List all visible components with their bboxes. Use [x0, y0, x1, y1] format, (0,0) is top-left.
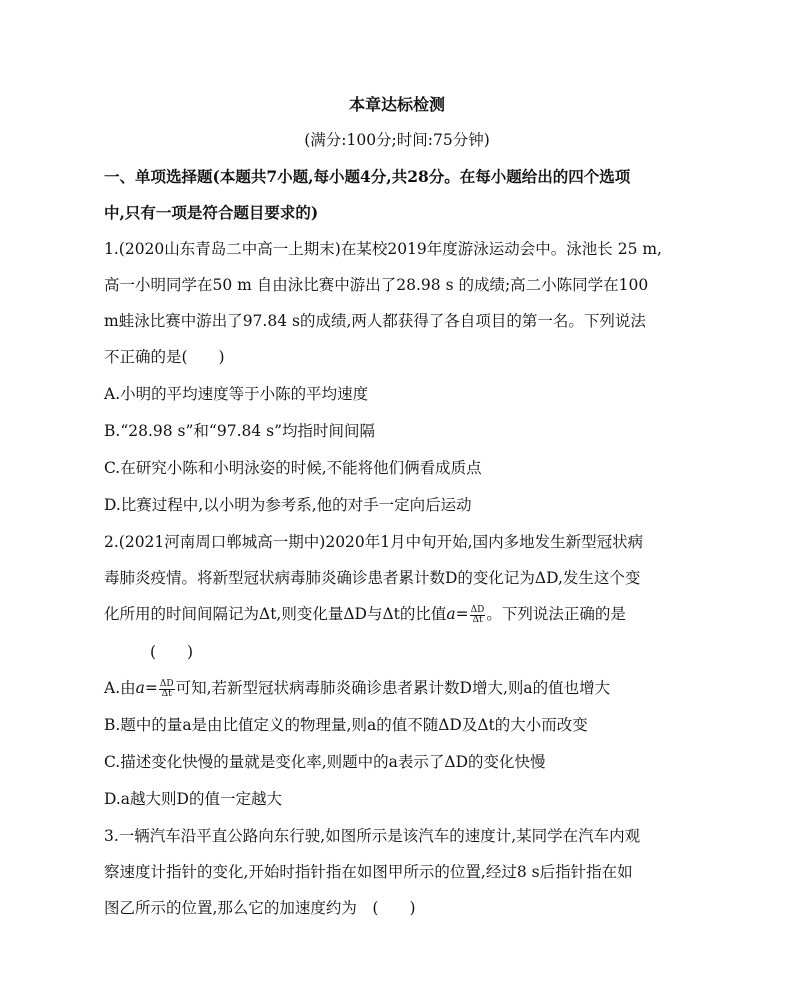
q1-stem-line-3: m蛙泳比赛中游出了97.84 s的成绩,两人都获得了各自项目的第一名。下列说法 [104, 312, 646, 330]
q1-option-c: C.在研究小陈和小明泳姿的时候,不能将他们俩看成质点 [104, 459, 482, 477]
page-subtitle: (满分:100分;时间:75分钟) [304, 131, 490, 149]
fraction-denominator: Δt [472, 614, 483, 625]
page-title: 本章达标检测 [348, 95, 445, 114]
fraction-numerator: ΔD [159, 678, 174, 689]
q3-stem-line-2: 察速度计指针的变化,开始时指针指在如图甲所示的位置,经过8 s后指针指在如 [104, 863, 633, 881]
equals-sign: = [144, 679, 158, 697]
q1-stem-line-2: 高一小明同学在50 m 自由泳比赛中游出了28.98 s 的成绩;高二小陈同学在100 [104, 276, 649, 294]
q2-answer-bracket: ( ) [150, 643, 194, 661]
fraction-numerator: ΔD [470, 604, 485, 615]
fraction-delta-d-over-delta-t [159, 680, 175, 699]
q2-option-a [104, 677, 610, 699]
q2-option-a-end: 可知,若新型冠状病毒肺炎确诊患者累计数D增大,则a的值也增大 [175, 679, 611, 697]
q1-option-d: D.比赛过程中,以小明为参考系,他的对手一定向后运动 [104, 496, 472, 514]
fraction-denominator: Δt [161, 688, 172, 699]
q1-stem-line-4: 不正确的是( ) [104, 348, 225, 366]
q1-option-b: B.“28.98 s”和“97.84 s”均指时间间隔 [104, 422, 376, 440]
q1-stem-line-1: 1.(2020山东青岛二中高一上期末)在某校2019年度游泳运动会中。泳池长 25 m, [104, 240, 662, 258]
q2-stem-line-3-start: 化所用的时间间隔记为Δt,则变化量ΔD与Δt的比值 [104, 605, 447, 623]
equals-sign: = [455, 605, 469, 623]
section-heading-line-2: 中,只有一项是符合题目要求的) [104, 203, 319, 222]
q2-stem-line-1: 2.(2021河南周口郸城高一期中)2020年1月中旬开始,国内多地发生新型冠状病 [104, 533, 644, 551]
var-a: a [446, 605, 456, 623]
q2-stem-line-2: 毒肺炎疫情。将新型冠状病毒肺炎确诊患者累计数D的变化记为ΔD,发生这个变 [104, 569, 641, 587]
q2-stem-line-3-end: 。下列说法正确的是 [486, 605, 626, 623]
var-a: a [135, 679, 145, 697]
q3-stem-line-1: 3.一辆汽车沿平直公路向东行驶,如图所示是该汽车的速度计,某同学在汽车内观 [104, 827, 641, 845]
q2-option-b: B.题中的量a是由比值定义的物理量,则a的值不随ΔD及Δt的大小而改变 [104, 716, 588, 734]
q2-option-d: D.a越大则D的值一定越大 [104, 790, 282, 808]
q2-option-a-start: A.由 [104, 679, 136, 697]
fraction-delta-d-over-delta-t [470, 606, 486, 625]
q2-stem-line-3 [104, 603, 626, 625]
q3-stem-line-3: 图乙所示的位置,那么它的加速度约为 ( ) [104, 899, 416, 917]
section-heading-line-1: 一、单项选择题(本题共7小题,每小题4分,共28分。在每小题给出的四个选项 [104, 167, 631, 186]
q2-option-c: C.描述变化快慢的量就是变化率,则题中的a表示了ΔD的变化快慢 [104, 753, 546, 771]
q1-option-a: A.小明的平均速度等于小陈的平均速度 [104, 385, 369, 403]
